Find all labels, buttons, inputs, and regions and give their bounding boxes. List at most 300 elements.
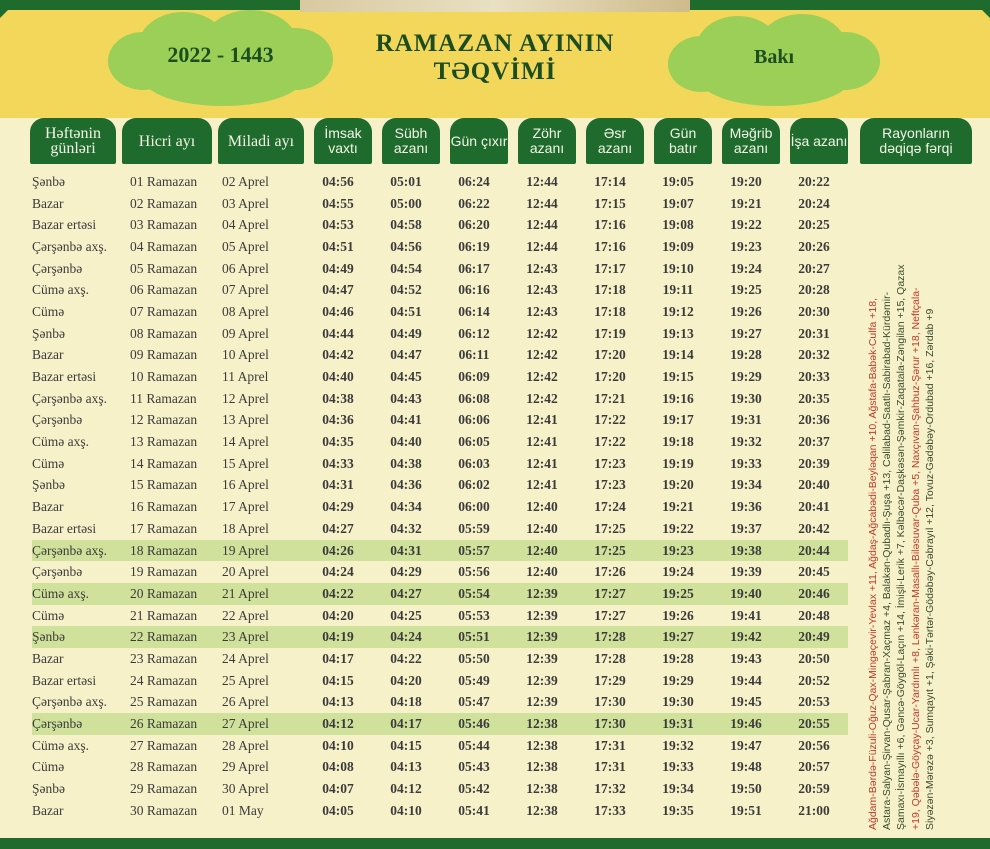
gregorian-cell: 11 Aprel <box>222 369 269 385</box>
gregorian-cell: 07 Aprel <box>222 282 269 298</box>
isa-cell: 20:32 <box>798 347 830 363</box>
gregorian-cell: 19 Aprel <box>222 540 304 562</box>
sunset-cell: 19:18 <box>662 434 694 450</box>
table-row <box>32 540 848 562</box>
subh-cell: 04:41 <box>390 412 422 428</box>
esr-cell: 17:27 <box>576 583 644 605</box>
zohr-cell: 12:38 <box>526 781 558 797</box>
imsak-cell: 04:07 <box>322 781 354 797</box>
gregorian-cell: 23 Aprel <box>222 626 304 648</box>
hijri-cell: 02 Ramazan <box>130 195 198 211</box>
city-badge <box>668 14 880 110</box>
day-cell: Bazar <box>32 650 64 666</box>
zohr-cell: 12:41 <box>526 412 558 428</box>
column-header-row <box>0 118 990 166</box>
subh-cell: 04:45 <box>390 369 422 385</box>
imsak-cell: 04:40 <box>322 369 354 385</box>
zohr-cell: 12:43 <box>526 303 558 319</box>
hijri-cell: 12 Ramazan <box>130 412 198 428</box>
gregorian-cell: 20 Aprel <box>222 564 269 580</box>
imsak-cell: 04:12 <box>304 713 372 735</box>
title-line-1: RAMAZAN AYININ <box>375 30 615 57</box>
esr-cell: 17:22 <box>594 434 626 450</box>
header-photo <box>300 0 690 12</box>
imsak-cell: 04:51 <box>322 238 354 254</box>
sunset-cell: 19:08 <box>662 217 694 233</box>
sunset-cell: 19:13 <box>662 325 694 341</box>
gregorian-cell: 16 Aprel <box>222 477 269 493</box>
esr-cell: 17:28 <box>594 650 626 666</box>
isa-cell: 20:48 <box>798 607 830 623</box>
subh-cell: 05:00 <box>390 195 422 211</box>
sunrise-cell: 05:56 <box>458 564 490 580</box>
esr-cell: 17:15 <box>594 195 626 211</box>
gregorian-cell: 26 Aprel <box>222 694 269 710</box>
hijri-cell: 28 Ramazan <box>130 759 198 775</box>
col-header-megrib: Məğrib azanı <box>722 118 780 164</box>
esr-cell: 17:28 <box>576 626 644 648</box>
sunset-cell: 19:24 <box>662 564 694 580</box>
zohr-cell: 12:41 <box>526 455 558 471</box>
col-header-isa: İşa azanı <box>790 118 848 164</box>
year-label: 2022 - 1443 <box>167 42 274 67</box>
sunrise-cell: 05:59 <box>458 520 490 536</box>
subh-cell: 04:22 <box>390 650 422 666</box>
corner-ornament-left <box>0 0 18 18</box>
gregorian-cell: 25 Aprel <box>222 672 269 688</box>
subh-cell: 04:36 <box>390 477 422 493</box>
isa-cell: 20:59 <box>798 781 830 797</box>
hijri-cell: 17 Ramazan <box>130 520 198 536</box>
subh-cell: 04:20 <box>390 672 422 688</box>
megrib-cell: 19:34 <box>730 477 762 493</box>
col-header-subh: Sübh azanı <box>382 118 440 164</box>
sunrise-cell: 06:05 <box>458 434 490 450</box>
sunset-cell: 19:20 <box>662 477 694 493</box>
zohr-cell: 12:39 <box>526 694 558 710</box>
imsak-cell: 04:44 <box>322 325 354 341</box>
day-cell: Bazar ertəsi <box>32 369 97 385</box>
imsak-cell: 04:17 <box>322 650 354 666</box>
isa-cell: 20:40 <box>798 477 830 493</box>
isa-cell: 20:36 <box>798 412 830 428</box>
zohr-cell: 12:42 <box>526 390 558 406</box>
table-row <box>32 388 848 410</box>
megrib-cell: 19:50 <box>730 781 762 797</box>
col-header-weekday: Həftənin günləri <box>30 118 116 164</box>
subh-cell: 04:25 <box>390 607 422 623</box>
day-cell: Cümə axş. <box>32 737 89 753</box>
subh-cell: 04:38 <box>390 455 422 471</box>
sunrise-cell: 06:02 <box>458 477 490 493</box>
isa-cell: 20:27 <box>798 260 830 276</box>
gregorian-cell: 10 Aprel <box>222 347 269 363</box>
regions-line-3: Şamaxı-İsmayıllı +6, Gəncə-Göygöl-Laçın +14, İmişli-Lerik +7, Kəlbəcər-Daşkəsən-Şəmkir-Zaqatala-Zəngilan +15, Qazax <box>895 264 908 830</box>
zohr-cell: 12:44 <box>526 238 558 254</box>
esr-cell: 17:23 <box>594 477 626 493</box>
isa-cell: 20:33 <box>798 369 830 385</box>
zohr-cell: 12:44 <box>526 195 558 211</box>
table-row <box>32 214 848 236</box>
hijri-cell: 20 Ramazan <box>130 583 222 605</box>
zohr-cell: 12:39 <box>526 672 558 688</box>
isa-cell: 21:00 <box>798 802 830 818</box>
bottom-border <box>0 838 990 849</box>
esr-cell: 17:30 <box>594 694 626 710</box>
zohr-cell: 12:40 <box>526 499 558 515</box>
megrib-cell: 19:38 <box>712 540 780 562</box>
table-row <box>32 735 848 757</box>
gregorian-cell: 22 Aprel <box>222 607 269 623</box>
zohr-cell: 12:38 <box>508 713 576 735</box>
isa-cell: 20:31 <box>798 325 830 341</box>
zohr-cell: 12:40 <box>526 520 558 536</box>
col-header-esr: Əsr azanı <box>586 118 644 164</box>
isa-cell: 20:37 <box>798 434 830 450</box>
isa-cell: 20:52 <box>798 672 830 688</box>
megrib-cell: 19:30 <box>730 390 762 406</box>
imsak-cell: 04:33 <box>322 455 354 471</box>
isa-cell: 20:25 <box>798 217 830 233</box>
sunrise-cell: 06:11 <box>458 347 490 363</box>
esr-cell: 17:27 <box>594 607 626 623</box>
table-row <box>32 670 848 692</box>
zohr-cell: 12:42 <box>526 347 558 363</box>
hijri-cell: 01 Ramazan <box>130 173 198 189</box>
table-row <box>32 561 848 583</box>
gregorian-cell: 01 May <box>222 802 264 818</box>
prayer-times-table <box>32 171 848 822</box>
day-cell: Bazar <box>32 195 64 211</box>
sunset-cell: 19:11 <box>662 282 694 298</box>
day-cell: Bazar ertəsi <box>32 217 97 233</box>
sunset-cell: 19:34 <box>662 781 694 797</box>
imsak-cell: 04:55 <box>322 195 354 211</box>
imsak-cell: 04:56 <box>322 173 354 189</box>
sunrise-cell: 05:53 <box>458 607 490 623</box>
sunrise-cell: 05:47 <box>458 694 490 710</box>
hijri-cell: 21 Ramazan <box>130 607 198 623</box>
isa-cell: 20:49 <box>780 626 848 648</box>
sunrise-cell: 06:08 <box>458 390 490 406</box>
gregorian-cell: 18 Aprel <box>222 520 269 536</box>
sunset-cell: 19:29 <box>662 672 694 688</box>
gregorian-cell: 28 Aprel <box>222 737 269 753</box>
table-row <box>32 323 848 345</box>
esr-cell: 17:20 <box>594 347 626 363</box>
sunset-cell: 19:30 <box>662 694 694 710</box>
imsak-cell: 04:24 <box>322 564 354 580</box>
isa-cell: 20:24 <box>798 195 830 211</box>
esr-cell: 17:23 <box>594 455 626 471</box>
day-cell: Şənbə <box>32 325 65 341</box>
sunset-cell: 19:10 <box>662 260 694 276</box>
col-header-sunrise: Gün çıxır <box>450 118 508 164</box>
megrib-cell: 19:51 <box>730 802 762 818</box>
sunrise-cell: 06:16 <box>458 282 490 298</box>
subh-cell: 04:18 <box>390 694 422 710</box>
table-row <box>32 496 848 518</box>
gregorian-cell: 17 Aprel <box>222 499 269 515</box>
sunset-cell: 19:09 <box>662 238 694 254</box>
esr-cell: 17:25 <box>576 540 644 562</box>
hijri-cell: 13 Ramazan <box>130 434 198 450</box>
regions-text <box>866 172 980 830</box>
sunrise-cell: 05:46 <box>440 713 508 735</box>
sunrise-cell: 05:57 <box>440 540 508 562</box>
hijri-cell: 11 Ramazan <box>130 390 197 406</box>
megrib-cell: 19:40 <box>712 583 780 605</box>
sunrise-cell: 05:54 <box>440 583 508 605</box>
megrib-cell: 19:20 <box>730 173 762 189</box>
imsak-cell: 04:05 <box>322 802 354 818</box>
isa-cell: 20:57 <box>798 759 830 775</box>
megrib-cell: 19:37 <box>730 520 762 536</box>
sunrise-cell: 06:19 <box>458 238 490 254</box>
day-cell: Cümə <box>32 455 65 471</box>
isa-cell: 20:35 <box>798 390 830 406</box>
hijri-cell: 19 Ramazan <box>130 564 198 580</box>
col-header-zohr: Zöhr azanı <box>518 118 576 164</box>
esr-cell: 17:30 <box>576 713 644 735</box>
table-row <box>32 410 848 432</box>
sunset-cell: 19:25 <box>644 583 712 605</box>
hijri-cell: 06 Ramazan <box>130 282 198 298</box>
subh-cell: 04:12 <box>390 781 422 797</box>
megrib-cell: 19:21 <box>730 195 762 211</box>
megrib-cell: 19:28 <box>730 347 762 363</box>
day-cell: Şənbə <box>32 173 65 189</box>
imsak-cell: 04:53 <box>322 217 354 233</box>
hijri-cell: 03 Ramazan <box>130 217 198 233</box>
sunrise-cell: 06:22 <box>458 195 490 211</box>
table-row <box>32 757 848 779</box>
day-cell: Çərşənbə <box>32 260 83 276</box>
subh-cell: 04:15 <box>390 737 422 753</box>
table-row <box>32 626 848 648</box>
imsak-cell: 04:29 <box>322 499 354 515</box>
sunrise-cell: 06:20 <box>458 217 490 233</box>
table-row <box>32 778 848 800</box>
megrib-cell: 19:45 <box>730 694 762 710</box>
zohr-cell: 12:43 <box>526 282 558 298</box>
imsak-cell: 04:22 <box>304 583 372 605</box>
hijri-cell: 10 Ramazan <box>130 369 198 385</box>
sunrise-cell: 06:14 <box>458 303 490 319</box>
subh-cell: 04:54 <box>390 260 422 276</box>
day-cell: Bazar <box>32 499 64 515</box>
table-row <box>32 279 848 301</box>
day-cell: Cümə axş. <box>32 583 130 605</box>
day-cell: Bazar <box>32 802 64 818</box>
isa-cell: 20:28 <box>798 282 830 298</box>
table-row <box>32 431 848 453</box>
subh-cell: 04:51 <box>390 303 422 319</box>
imsak-cell: 04:36 <box>322 412 354 428</box>
isa-cell: 20:46 <box>780 583 848 605</box>
sunrise-cell: 06:09 <box>458 369 490 385</box>
day-cell: Bazar ertəsi <box>32 520 97 536</box>
gregorian-cell: 12 Aprel <box>222 390 269 406</box>
table-row <box>32 605 848 627</box>
sunset-cell: 19:22 <box>662 520 694 536</box>
gregorian-cell: 09 Aprel <box>222 325 269 341</box>
gregorian-cell: 24 Aprel <box>222 650 269 666</box>
zohr-cell: 12:40 <box>526 564 558 580</box>
sunset-cell: 19:33 <box>662 759 694 775</box>
hijri-cell: 15 Ramazan <box>130 477 198 493</box>
isa-cell: 20:39 <box>798 455 830 471</box>
sunrise-cell: 06:06 <box>458 412 490 428</box>
table-row <box>32 713 848 735</box>
subh-cell: 04:49 <box>390 325 422 341</box>
col-header-regions: Rayonların dəqiqə fərqi <box>860 118 972 164</box>
gregorian-cell: 06 Aprel <box>222 260 269 276</box>
sunrise-cell: 06:03 <box>458 455 490 471</box>
gregorian-cell: 27 Aprel <box>222 713 304 735</box>
corner-ornament-right <box>972 0 990 18</box>
hijri-cell: 07 Ramazan <box>130 303 198 319</box>
day-cell: Cümə <box>32 607 65 623</box>
sunrise-cell: 05:51 <box>440 626 508 648</box>
sunset-cell: 19:27 <box>644 626 712 648</box>
zohr-cell: 12:43 <box>526 260 558 276</box>
megrib-cell: 19:41 <box>730 607 762 623</box>
table-row <box>32 345 848 367</box>
esr-cell: 17:29 <box>594 672 626 688</box>
table-row <box>32 236 848 258</box>
zohr-cell: 12:42 <box>526 325 558 341</box>
isa-cell: 20:56 <box>798 737 830 753</box>
imsak-cell: 04:19 <box>304 626 372 648</box>
day-cell: Cümə axş. <box>32 434 89 450</box>
day-cell: Çərşənbə <box>32 564 83 580</box>
gregorian-cell: 04 Aprel <box>222 217 269 233</box>
hijri-cell: 04 Ramazan <box>130 238 198 254</box>
regions-line-1: Ağdam-Bərdə-Füzuli-Oğuz-Qax-Mingəçevir-Yevlax +11, Ağdaş-Ağcabədi-Beyləqan +10, Ağstafa-Babək-Culfa +18, <box>867 298 879 830</box>
sunset-cell: 19:26 <box>662 607 694 623</box>
city-label: Bakı <box>753 46 795 68</box>
esr-cell: 17:24 <box>594 499 626 515</box>
subh-cell: 04:32 <box>390 520 422 536</box>
subh-cell: 04:40 <box>390 434 422 450</box>
isa-cell: 20:50 <box>798 650 830 666</box>
hijri-cell: 09 Ramazan <box>130 347 198 363</box>
megrib-cell: 19:29 <box>730 369 762 385</box>
day-cell: Şənbə <box>32 626 130 648</box>
zohr-cell: 12:40 <box>508 540 576 562</box>
day-cell: Çərşənbə <box>32 412 83 428</box>
sunrise-cell: 05:49 <box>458 672 490 688</box>
hijri-cell: 22 Ramazan <box>130 626 222 648</box>
megrib-cell: 19:36 <box>730 499 762 515</box>
day-cell: Cümə <box>32 759 65 775</box>
esr-cell: 17:31 <box>594 737 626 753</box>
zohr-cell: 12:41 <box>526 477 558 493</box>
table-row <box>32 518 848 540</box>
sunset-cell: 19:19 <box>662 455 694 471</box>
zohr-cell: 12:44 <box>526 217 558 233</box>
sunset-cell: 19:21 <box>662 499 694 515</box>
megrib-cell: 19:46 <box>712 713 780 735</box>
sunrise-cell: 05:42 <box>458 781 490 797</box>
zohr-cell: 12:41 <box>526 434 558 450</box>
gregorian-cell: 29 Aprel <box>222 759 269 775</box>
day-cell: Şənbə <box>32 477 65 493</box>
regions-panel <box>866 172 980 830</box>
hijri-cell: 27 Ramazan <box>130 737 198 753</box>
sunset-cell: 19:12 <box>662 303 694 319</box>
subh-cell: 04:31 <box>372 540 440 562</box>
hijri-cell: 14 Ramazan <box>130 455 198 471</box>
regions-line-4: +19, Qəbələ-Göyçay-Ucar-Yardımlı +8, Lənkəran-Masallı-Biləsuvar-Quba +5, Naxçıvan-Şahbuz-Şərur +18, Neftçala- <box>909 287 922 830</box>
megrib-cell: 19:24 <box>730 260 762 276</box>
esr-cell: 17:26 <box>594 564 626 580</box>
day-cell: Çərşənbə axş. <box>32 390 107 406</box>
esr-cell: 17:22 <box>594 412 626 428</box>
esr-cell: 17:14 <box>594 173 626 189</box>
sunset-cell: 19:28 <box>662 650 694 666</box>
imsak-cell: 04:49 <box>322 260 354 276</box>
sunset-cell: 19:31 <box>644 713 712 735</box>
esr-cell: 17:17 <box>594 260 626 276</box>
imsak-cell: 04:08 <box>322 759 354 775</box>
sunrise-cell: 06:17 <box>458 260 490 276</box>
subh-cell: 04:29 <box>390 564 422 580</box>
megrib-cell: 19:26 <box>730 303 762 319</box>
subh-cell: 05:01 <box>390 173 422 189</box>
megrib-cell: 19:22 <box>730 217 762 233</box>
imsak-cell: 04:15 <box>322 672 354 688</box>
megrib-cell: 19:32 <box>730 434 762 450</box>
subh-cell: 04:17 <box>372 713 440 735</box>
sunset-cell: 19:07 <box>662 195 694 211</box>
imsak-cell: 04:26 <box>304 540 372 562</box>
page-title <box>330 30 660 86</box>
day-cell: Bazar ertəsi <box>32 672 97 688</box>
isa-cell: 20:42 <box>798 520 830 536</box>
hijri-cell: 24 Ramazan <box>130 672 198 688</box>
table-row <box>32 453 848 475</box>
isa-cell: 20:53 <box>798 694 830 710</box>
zohr-cell: 12:39 <box>508 626 576 648</box>
esr-cell: 17:16 <box>594 217 626 233</box>
esr-cell: 17:18 <box>594 303 626 319</box>
hijri-cell: 29 Ramazan <box>130 781 198 797</box>
day-cell: Şənbə <box>32 781 65 797</box>
day-cell: Cümə <box>32 303 65 319</box>
zohr-cell: 12:38 <box>526 737 558 753</box>
gregorian-cell: 02 Aprel <box>222 173 269 189</box>
esr-cell: 17:31 <box>594 759 626 775</box>
table-row <box>32 193 848 215</box>
sunset-cell: 19:35 <box>662 802 694 818</box>
megrib-cell: 19:33 <box>730 455 762 471</box>
sunrise-cell: 05:50 <box>458 650 490 666</box>
col-header-hijri: Hicri ayı <box>122 118 212 164</box>
isa-cell: 20:22 <box>798 173 830 189</box>
isa-cell: 20:44 <box>780 540 848 562</box>
imsak-cell: 04:38 <box>322 390 354 406</box>
subh-cell: 04:24 <box>372 626 440 648</box>
day-cell: Cümə axş. <box>32 282 89 298</box>
gregorian-cell: 03 Aprel <box>222 195 269 211</box>
subh-cell: 04:27 <box>372 583 440 605</box>
hijri-cell: 18 Ramazan <box>130 540 222 562</box>
table-row <box>32 692 848 714</box>
sunset-cell: 19:32 <box>662 737 694 753</box>
sunrise-cell: 05:41 <box>458 802 490 818</box>
